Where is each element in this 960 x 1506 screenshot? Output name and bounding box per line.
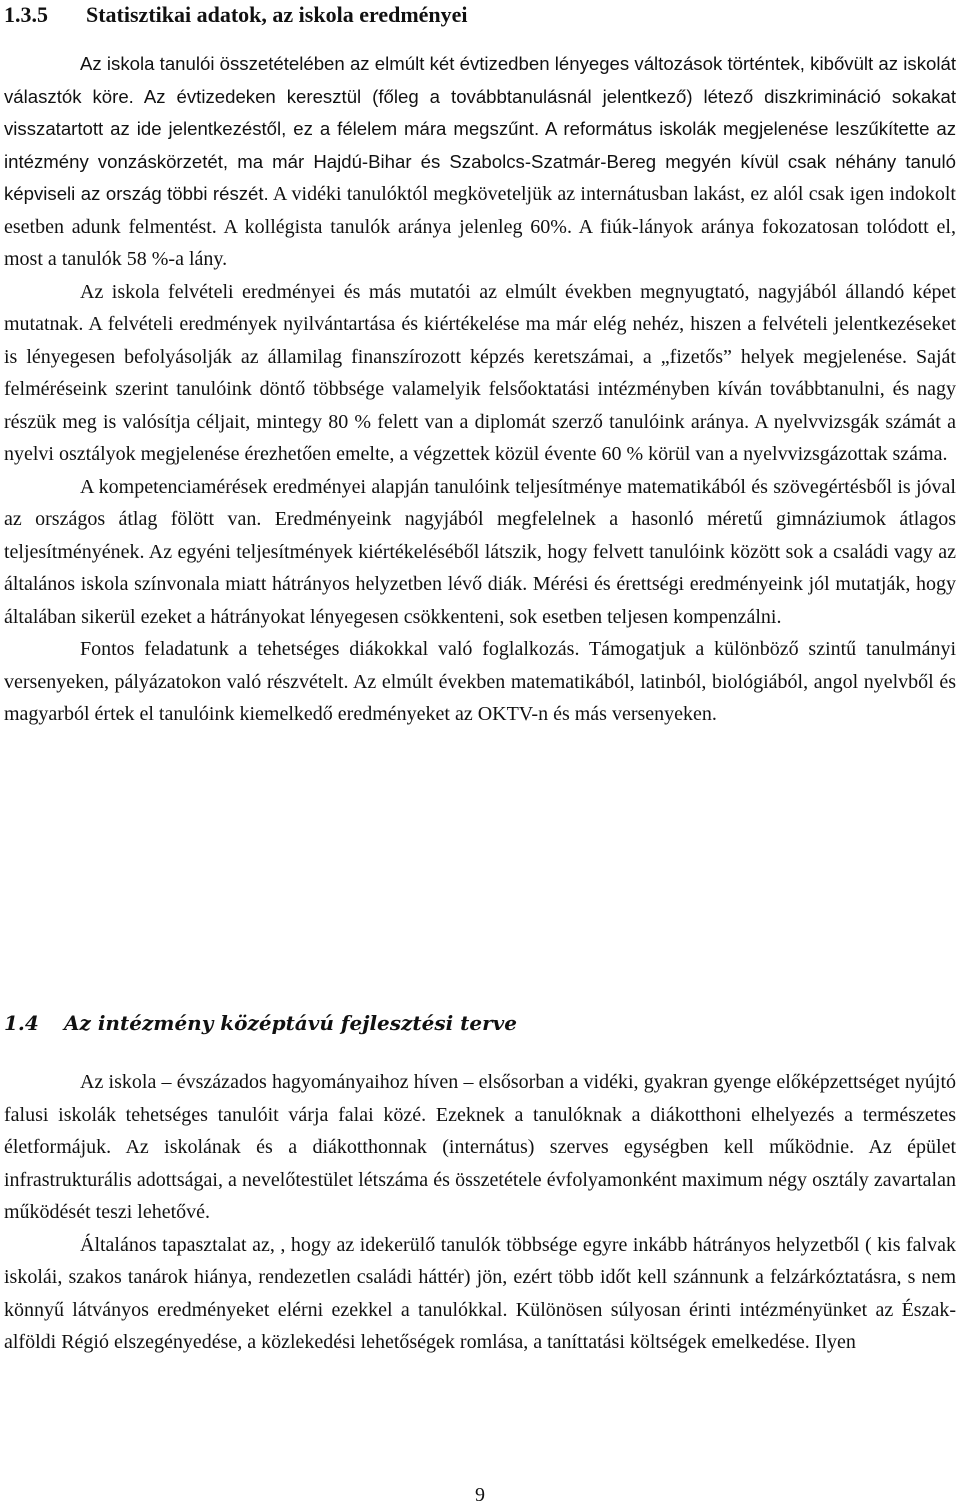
section-title: Az intézmény középtávú fejlesztési terve xyxy=(64,1011,518,1035)
paragraph xyxy=(4,48,956,276)
page-number: 9 xyxy=(475,1484,485,1506)
section-1-3-5-body xyxy=(4,48,956,731)
paragraph: Az iskola felvételi eredményei és más mutatói az elmúlt években megnyugtató, nagyjából állandó képet mutatnak. A felvételi eredmények nyilvántartása és kiértékelése ma már elég nehéz, hiszen a felvételi jelentkezéseket is lényegesen befolyásolják az államilag finanszírozott képzés keretszámai, a „fizetős” helyek megjelenése. Saját felméréseink szerint tanulóink döntő többsége valamelyik felsőoktatási intézményben kíván továbbtanulni, és nagy részük meg is valósítja céljait, mintegy 80 % felett van a diplomát szerző tanulóink aránya. A nyelvvizsgák számát a nyelvi osztályok megjelenése érezhetően emelte, a végzettek közül évente 60 % körül van a nyelvvizsgázottak száma. xyxy=(4,280,956,465)
section-number: 1.3.5 xyxy=(4,2,48,27)
paragraph-serif-part: A vidéki tanulóktól megköveteljük az internátusban lakást, ez alól csak igen indokolt esetben adunk felmentést. A kollégista tanulók aránya jelenleg 60%. A fiúk-lányok aránya fokozatosan tolódott el, most a tanulók 58 %-a lány. xyxy=(4,183,956,270)
section-heading-1-4 xyxy=(4,1012,517,1034)
paragraph: Az iskola – évszázados hagyományaihoz híven – elsősorban a vidéki, gyakran gyenge előképzettséget nyújtó falusi iskolák tehetséges tanulóit várja falai közé. Ezeknek a tanulóknak a diákotthoni elhelyezés a természetes életformájuk. Az iskolának és a diákotthonnak (internátus) szerves egységben kell működnie. Az épület infrastrukturális adottságai, a nevelőtestület létszáma és összetétele évfolyamonként maximum négy osztály zavartalan működését teszi lehetővé. xyxy=(4,1071,956,1223)
section-heading-1-3-5 xyxy=(4,4,468,26)
paragraph: Általános tapasztalat az, , hogy az idekerülő tanulók többsége egyre inkább hátrányos helyzetből ( kis falvak iskolái, szakos tanárok hiánya, rendezetlen családi háttér) jön, ezért több időt kell szánnunk a felzárkóztatásra, s nem könnyű látványos eredményeket elérni ezekkel a tanulókkal. Különösen súlyosan érinti intézményünket az Észak-alföldi Régió elszegényedése, a közlekedési lehetőségek romlása, a taníttatási költségek emelkedése. Ilyen xyxy=(4,1233,956,1353)
paragraph-sans-part: Az iskola tanulói összetételében az elmúlt két évtizedben lényeges változások történtek, kibővült az iskolát választók köre. Az évtizedeken keresztül (főleg a továbbtanulásnál jelentkező) létező diszkrimináció sokakat visszatartott az ide jelentkezéstől, ez a félelem mára megszűnt. A református iskolák megjelenése leszűkítette az intézmény vonzáskörzetét, ma már Hajdú-Bihar és Szabolcs-Szatmár-Bereg megyén kívül csak néhány tanuló képviseli az ország többi részét. xyxy=(4,53,956,204)
section-title: Statisztikai adatok, az iskola eredményei xyxy=(86,2,468,27)
section-number: 1.4 xyxy=(4,1011,39,1035)
paragraph: Fontos feladatunk a tehetséges diákokkal való foglalkozás. Támogatjuk a különböző szintű tanulmányi versenyeken, pályázatokon való részvételt. Az elmúlt években matematikából, latinból, biológiából, angol nyelvből és magyarból értek el tanulóink kiemelkedő eredményeket az OKTV-n és más versenyeken. xyxy=(4,638,956,725)
paragraph: A kompetenciamérések eredményei alapján tanulóink teljesítménye matematikából és szövegértésből is jóval az országos átlag fölött van. Eredményeink nagyjából megfelelnek a hasonló méretű gimnáziumok átlagos teljesítményének. Az egyéni teljesítmények kiértékeléséből látszik, hogy felvett tanulóink között sok a családi vagy az általános iskola színvonala miatt hátrányos helyzetben lévő diák. Mérési és érettségi eredményeink jól mutatják, hogy általában sikerül ezeket a hátrányokat lényegesen csökkenteni, sok esetben teljesen kompenzálni. xyxy=(4,475,956,628)
section-1-4-body xyxy=(4,1066,956,1359)
